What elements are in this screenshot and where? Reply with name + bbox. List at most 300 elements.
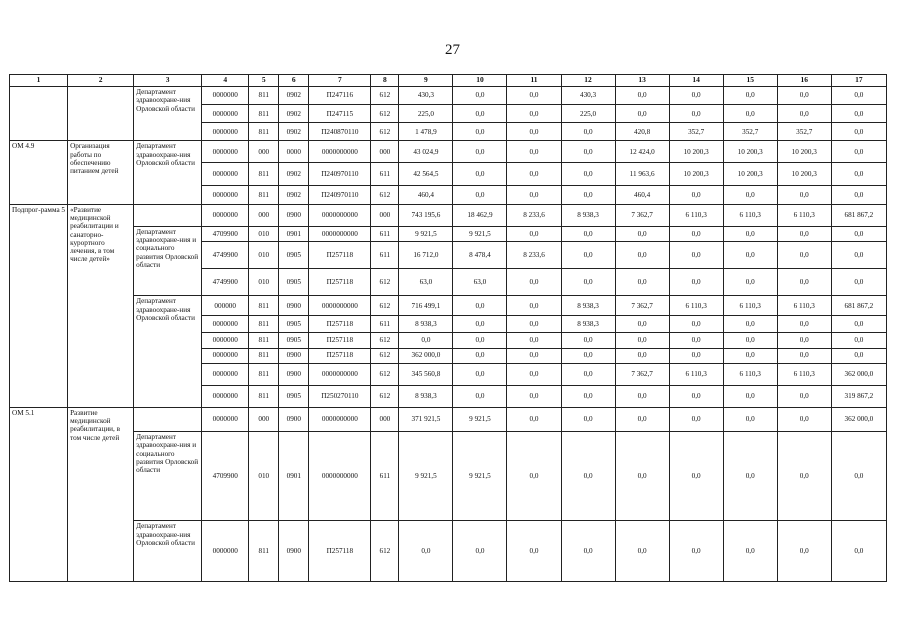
table-cell: 0,0: [615, 105, 669, 123]
table-cell: 0,0: [453, 385, 507, 407]
table-cell: 319 867,2: [831, 385, 886, 407]
table-cell: 9 921,5: [399, 431, 453, 521]
budget-table: [9, 74, 887, 582]
table-cell: 000: [371, 204, 399, 226]
table-cell: 0,0: [723, 431, 777, 521]
table-cell: 0,0: [561, 333, 615, 348]
table-cell: 420,8: [615, 123, 669, 141]
header-cell: 2: [68, 75, 134, 87]
table-cell: 0,0: [507, 431, 561, 521]
table-cell: 811: [249, 333, 279, 348]
table-cell: 0,0: [669, 521, 723, 582]
table-cell: 743 195,6: [399, 204, 453, 226]
table-cell: 0,0: [669, 269, 723, 296]
table-cell: 352,7: [723, 123, 777, 141]
table-cell: 0000000000: [309, 407, 371, 431]
table-cell: 0,0: [561, 123, 615, 141]
table-cell: 0901: [279, 226, 309, 241]
page-number: 27: [445, 42, 460, 58]
table-cell: 0000000: [202, 185, 249, 204]
table-cell: 0,0: [507, 87, 561, 105]
table-cell: 6 110,3: [669, 296, 723, 316]
table-cell: 7 362,7: [615, 204, 669, 226]
table-cell: 42 564,5: [399, 163, 453, 185]
table-cell: 0,0: [399, 333, 453, 348]
table-cell: 6 110,3: [777, 363, 831, 385]
table-cell: 0,0: [723, 316, 777, 333]
table-cell: 0,0: [507, 521, 561, 582]
table-cell: 0,0: [561, 163, 615, 185]
table-cell: 352,7: [669, 123, 723, 141]
table-cell: 9 921,5: [453, 226, 507, 241]
table-row: [10, 431, 887, 521]
table-cell: 10 200,3: [723, 163, 777, 185]
table-cell: 811: [249, 348, 279, 363]
table-cell: 0000000: [202, 316, 249, 333]
header-cell: 15: [723, 75, 777, 87]
table-cell: 611: [371, 226, 399, 241]
table-cell: 0,0: [777, 241, 831, 268]
table-cell: 0,0: [507, 316, 561, 333]
table-cell: 612: [371, 296, 399, 316]
table-cell: 000: [371, 407, 399, 431]
table-cell: 0,0: [507, 185, 561, 204]
table-cell: 0,0: [507, 163, 561, 185]
table-cell: 0,0: [723, 241, 777, 268]
table-cell: 612: [371, 385, 399, 407]
table-cell: П247116: [309, 87, 371, 105]
table-cell: 010: [249, 241, 279, 268]
table-row: [10, 521, 887, 582]
table-cell: 0,0: [831, 241, 886, 268]
table-cell: 0,0: [831, 163, 886, 185]
table-cell: 000: [249, 204, 279, 226]
name-cell: Организация работы по обеспечению питанием детей: [68, 141, 134, 204]
table-cell: 10 200,3: [669, 141, 723, 163]
table-row: [10, 141, 887, 163]
table-cell: 0905: [279, 385, 309, 407]
table-cell: 0,0: [507, 123, 561, 141]
header-cell: 11: [507, 75, 561, 87]
table-cell: 0900: [279, 204, 309, 226]
table-cell: 0,0: [399, 521, 453, 582]
table-cell: 0,0: [777, 521, 831, 582]
table-cell: 0,0: [507, 348, 561, 363]
table-cell: 611: [371, 163, 399, 185]
table-cell: 0,0: [507, 141, 561, 163]
header-cell: 12: [561, 75, 615, 87]
table-cell: 0,0: [669, 348, 723, 363]
dept-cell: Департамент здравоохране-ния Орловской области: [134, 521, 202, 582]
table-cell: 0,0: [669, 333, 723, 348]
table-cell: 000: [249, 141, 279, 163]
dept-cell: [134, 204, 202, 226]
table-cell: 225,0: [399, 105, 453, 123]
table-row: [10, 296, 887, 316]
table-cell: 0000000000: [309, 296, 371, 316]
table-cell: 612: [371, 105, 399, 123]
table-cell: 0,0: [507, 407, 561, 431]
dept-cell: Департамент здравоохране-ния Орловской области: [134, 141, 202, 204]
table-cell: 0,0: [831, 333, 886, 348]
table-cell: П240970110: [309, 163, 371, 185]
table-cell: 345 560,8: [399, 363, 453, 385]
table-cell: 460,4: [615, 185, 669, 204]
table-cell: 8 938,3: [561, 316, 615, 333]
table-cell: 6 110,3: [723, 363, 777, 385]
table-cell: 0000000: [202, 385, 249, 407]
table-cell: 0,0: [777, 431, 831, 521]
table-cell: 6 110,3: [777, 296, 831, 316]
table-cell: 0,0: [561, 141, 615, 163]
table-cell: 0,0: [777, 385, 831, 407]
table-cell: 225,0: [561, 105, 615, 123]
table-cell: 0905: [279, 241, 309, 268]
table-cell: 0,0: [561, 363, 615, 385]
table-cell: 10 200,3: [777, 163, 831, 185]
table-cell: 611: [371, 316, 399, 333]
table-cell: 0,0: [777, 269, 831, 296]
table-cell: 0,0: [615, 226, 669, 241]
table-cell: 0,0: [453, 316, 507, 333]
table-cell: 18 462,9: [453, 204, 507, 226]
table-cell: 0900: [279, 521, 309, 582]
table-cell: 0,0: [453, 348, 507, 363]
table-cell: П257118: [309, 241, 371, 268]
table-cell: 0,0: [615, 269, 669, 296]
table-cell: 0900: [279, 407, 309, 431]
table-cell: 0,0: [669, 105, 723, 123]
dept-cell: Департамент здравоохране-ния и социального развития Орловской области: [134, 431, 202, 521]
table-cell: 0,0: [507, 105, 561, 123]
table-cell: 0902: [279, 185, 309, 204]
table-cell: 0,0: [723, 105, 777, 123]
table-cell: 0,0: [615, 521, 669, 582]
table-cell: 0,0: [831, 185, 886, 204]
table-cell: 0000000000: [309, 204, 371, 226]
table-cell: 811: [249, 521, 279, 582]
table-cell: 371 921,5: [399, 407, 453, 431]
table-cell: 0,0: [777, 105, 831, 123]
table-cell: 0,0: [615, 385, 669, 407]
table-cell: 0000000: [202, 204, 249, 226]
table-cell: 000: [249, 407, 279, 431]
table-cell: 430,3: [399, 87, 453, 105]
table-cell: 6 110,3: [669, 204, 723, 226]
table-cell: 0,0: [615, 241, 669, 268]
table-cell: 811: [249, 163, 279, 185]
table-cell: 0,0: [561, 185, 615, 204]
table-cell: 0,0: [831, 123, 886, 141]
table-cell: 0,0: [669, 407, 723, 431]
table-cell: 0,0: [561, 269, 615, 296]
table-cell: 1 478,9: [399, 123, 453, 141]
table-cell: 362 000,0: [399, 348, 453, 363]
table-cell: 0000000: [202, 521, 249, 582]
table-cell: 4749900: [202, 241, 249, 268]
table-cell: 8 233,6: [507, 241, 561, 268]
table-cell: 0,0: [831, 348, 886, 363]
header-row: [10, 75, 887, 87]
table-cell: 0,0: [723, 521, 777, 582]
table-cell: 6 110,3: [669, 363, 723, 385]
table-cell: 0,0: [669, 87, 723, 105]
table-cell: 0000000: [202, 87, 249, 105]
table-cell: 811: [249, 296, 279, 316]
table-cell: 4709900: [202, 431, 249, 521]
table-cell: П240870110: [309, 123, 371, 141]
table-cell: 0,0: [615, 348, 669, 363]
table-cell: 010: [249, 431, 279, 521]
table-cell: 0000000000: [309, 431, 371, 521]
table-cell: 0,0: [615, 407, 669, 431]
table-cell: 0,0: [777, 348, 831, 363]
table-cell: 10 200,3: [723, 141, 777, 163]
table-cell: 0,0: [561, 431, 615, 521]
table-cell: 0,0: [831, 105, 886, 123]
table-cell: 0,0: [831, 316, 886, 333]
table-cell: П257118: [309, 333, 371, 348]
table-cell: 0000000: [202, 123, 249, 141]
header-cell: 10: [453, 75, 507, 87]
table-cell: 0,0: [453, 333, 507, 348]
table-cell: П257118: [309, 269, 371, 296]
table-cell: 611: [371, 431, 399, 521]
table-cell: 612: [371, 363, 399, 385]
table-cell: 0,0: [453, 363, 507, 385]
table-cell: 612: [371, 185, 399, 204]
table-cell: 0902: [279, 123, 309, 141]
table-cell: 0,0: [723, 333, 777, 348]
table-cell: П257118: [309, 521, 371, 582]
table-cell: 0,0: [453, 163, 507, 185]
table-cell: 0905: [279, 316, 309, 333]
table-cell: 460,4: [399, 185, 453, 204]
table-row: [10, 87, 887, 105]
header-cell: 7: [309, 75, 371, 87]
table-cell: 0,0: [453, 87, 507, 105]
table-cell: 0,0: [777, 407, 831, 431]
header-cell: 4: [202, 75, 249, 87]
table-cell: 0,0: [507, 296, 561, 316]
header-cell: 5: [249, 75, 279, 87]
table-cell: 0,0: [453, 105, 507, 123]
dept-cell: [134, 407, 202, 431]
table-cell: 811: [249, 185, 279, 204]
table-cell: 0,0: [561, 226, 615, 241]
table-cell: 0,0: [723, 348, 777, 363]
table-cell: 0,0: [777, 226, 831, 241]
table-cell: 7 362,7: [615, 296, 669, 316]
table-cell: 0,0: [615, 333, 669, 348]
table-cell: 0,0: [507, 269, 561, 296]
header-cell: 8: [371, 75, 399, 87]
table-cell: П240970110: [309, 185, 371, 204]
table-cell: 0000000000: [309, 226, 371, 241]
table-cell: 12 424,0: [615, 141, 669, 163]
table-cell: 0,0: [723, 385, 777, 407]
table-cell: 8 938,3: [561, 296, 615, 316]
code-cell: ОМ 5.1: [10, 407, 68, 581]
table-cell: 0000000: [202, 407, 249, 431]
table-cell: 612: [371, 348, 399, 363]
table-cell: 612: [371, 269, 399, 296]
table-cell: 0000000000: [309, 363, 371, 385]
header-cell: 13: [615, 75, 669, 87]
table-cell: 0,0: [561, 385, 615, 407]
table-cell: 0,0: [615, 431, 669, 521]
table-cell: 0,0: [831, 141, 886, 163]
table-cell: 0,0: [723, 407, 777, 431]
table-cell: 0,0: [615, 316, 669, 333]
table-cell: 0000000: [202, 141, 249, 163]
name-cell: «Развитие медицинской реабилитации и санаторно-курортного лечения, в том числе детей»: [68, 204, 134, 407]
table-cell: 0,0: [669, 226, 723, 241]
table-cell: 716 499,1: [399, 296, 453, 316]
table-cell: 0,0: [723, 87, 777, 105]
table-cell: 811: [249, 87, 279, 105]
table-cell: 8 938,3: [561, 204, 615, 226]
name-cell: [68, 87, 134, 141]
table-cell: 43 024,9: [399, 141, 453, 163]
table-cell: 000000: [202, 296, 249, 316]
header-cell: 3: [134, 75, 202, 87]
table-cell: 681 867,2: [831, 296, 886, 316]
table-cell: 0,0: [453, 296, 507, 316]
table-cell: 352,7: [777, 123, 831, 141]
table-cell: 0,0: [507, 385, 561, 407]
table-cell: 362 000,0: [831, 407, 886, 431]
dept-cell: Департамент здравоохране-ния Орловской области: [134, 87, 202, 141]
name-cell: Развитие медицинской реабилитации, в том числе детей: [68, 407, 134, 581]
dept-cell: Департамент здравоохране-ния и социального развития Орловской области: [134, 226, 202, 295]
header-cell: 1: [10, 75, 68, 87]
table-cell: 0,0: [723, 226, 777, 241]
table-cell: 0,0: [669, 385, 723, 407]
table-cell: 0900: [279, 363, 309, 385]
header-cell: 16: [777, 75, 831, 87]
table-cell: 0902: [279, 163, 309, 185]
table-cell: 0,0: [453, 123, 507, 141]
table-cell: 0902: [279, 105, 309, 123]
table-cell: 0000000: [202, 333, 249, 348]
table-cell: 0,0: [507, 363, 561, 385]
table-cell: 4749900: [202, 269, 249, 296]
table-cell: П257118: [309, 348, 371, 363]
table-row: [10, 226, 887, 241]
table-cell: 6 110,3: [723, 296, 777, 316]
table-cell: 11 963,6: [615, 163, 669, 185]
table-cell: 9 921,5: [399, 226, 453, 241]
table-cell: 0000000: [202, 348, 249, 363]
table-cell: 0,0: [831, 226, 886, 241]
table-cell: 0,0: [507, 333, 561, 348]
dept-cell: Департамент здравоохране-ния Орловской области: [134, 296, 202, 408]
table-cell: 7 362,7: [615, 363, 669, 385]
table-cell: 0,0: [777, 87, 831, 105]
table-cell: 6 110,3: [777, 204, 831, 226]
table-cell: 0000000000: [309, 141, 371, 163]
table-cell: 0,0: [615, 87, 669, 105]
table-cell: 0,0: [777, 185, 831, 204]
table-cell: 811: [249, 123, 279, 141]
code-cell: Подпрог-рамма 5: [10, 204, 68, 407]
table-cell: 000: [371, 141, 399, 163]
table-cell: 362 000,0: [831, 363, 886, 385]
table-row: [10, 204, 887, 226]
table-cell: 9 921,5: [453, 431, 507, 521]
table-cell: 10 200,3: [777, 141, 831, 163]
table-cell: 0,0: [669, 431, 723, 521]
table-cell: 0,0: [561, 407, 615, 431]
table-cell: 63,0: [453, 269, 507, 296]
table-cell: 611: [371, 241, 399, 268]
table-row: [10, 407, 887, 431]
table-cell: 0,0: [831, 521, 886, 582]
table-cell: 0,0: [831, 431, 886, 521]
table-cell: 0,0: [723, 185, 777, 204]
table-cell: 0900: [279, 348, 309, 363]
table-cell: 8 233,6: [507, 204, 561, 226]
table-cell: 4709900: [202, 226, 249, 241]
table-cell: 612: [371, 123, 399, 141]
table-cell: П247115: [309, 105, 371, 123]
table-cell: 8 478,4: [453, 241, 507, 268]
table-cell: 0,0: [669, 185, 723, 204]
table-cell: 9 921,5: [453, 407, 507, 431]
table-cell: 0,0: [561, 348, 615, 363]
table-cell: 0,0: [453, 141, 507, 163]
table-cell: 0000000: [202, 363, 249, 385]
table-cell: 0,0: [561, 241, 615, 268]
table-cell: 430,3: [561, 87, 615, 105]
table-cell: 612: [371, 521, 399, 582]
table-cell: 0,0: [777, 333, 831, 348]
header-cell: 9: [399, 75, 453, 87]
table-cell: 0,0: [453, 521, 507, 582]
header-cell: 14: [669, 75, 723, 87]
table-cell: 16 712,0: [399, 241, 453, 268]
table-cell: 0900: [279, 296, 309, 316]
table-cell: П250270110: [309, 385, 371, 407]
table-cell: 811: [249, 105, 279, 123]
table-cell: 0000: [279, 141, 309, 163]
table-cell: 0,0: [453, 185, 507, 204]
table-cell: 0,0: [669, 316, 723, 333]
table-cell: 0,0: [831, 87, 886, 105]
table-cell: 8 938,3: [399, 316, 453, 333]
table-cell: 0902: [279, 87, 309, 105]
table-cell: 0000000: [202, 163, 249, 185]
code-cell: ОМ 4.9: [10, 141, 68, 204]
table-cell: 0,0: [831, 269, 886, 296]
table-cell: 612: [371, 87, 399, 105]
table-cell: 811: [249, 363, 279, 385]
header-cell: 17: [831, 75, 886, 87]
table-cell: П257118: [309, 316, 371, 333]
table-cell: 010: [249, 269, 279, 296]
table-cell: 811: [249, 385, 279, 407]
table-cell: 0,0: [507, 226, 561, 241]
table-cell: 0,0: [777, 316, 831, 333]
table-cell: 0000000: [202, 105, 249, 123]
code-cell: [10, 87, 68, 141]
table-cell: 0,0: [723, 269, 777, 296]
table-cell: 6 110,3: [723, 204, 777, 226]
table-cell: 811: [249, 316, 279, 333]
table-cell: 10 200,3: [669, 163, 723, 185]
table-cell: 0905: [279, 333, 309, 348]
